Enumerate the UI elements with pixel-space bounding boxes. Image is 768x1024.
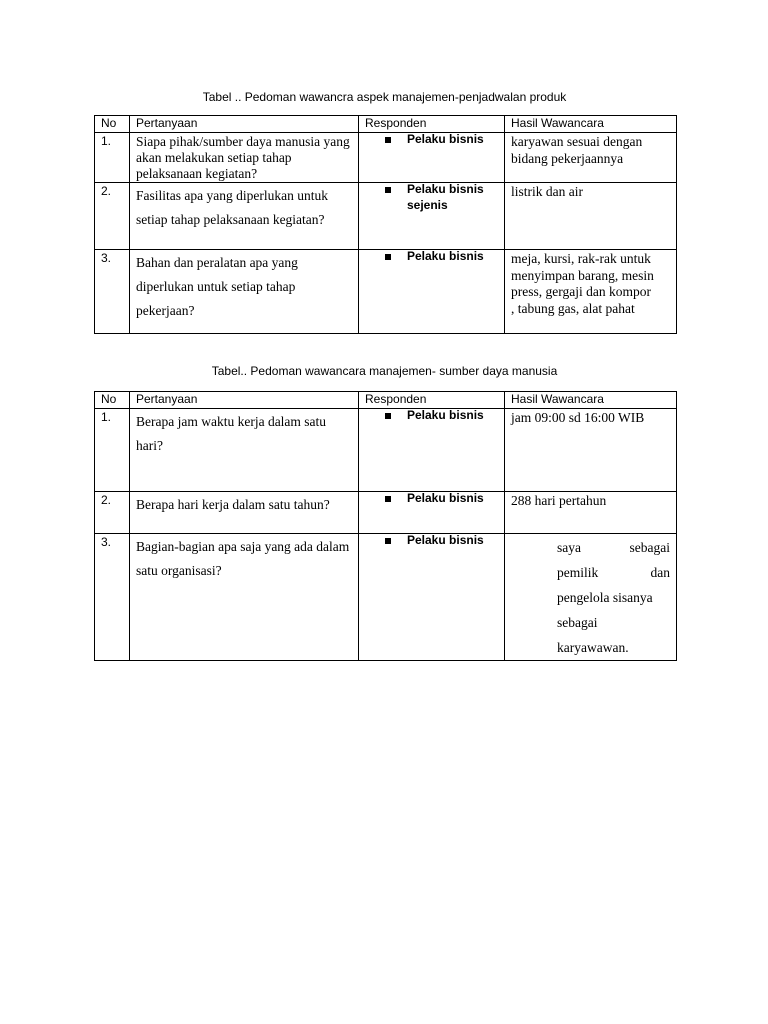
- header-responden: Responden: [359, 392, 505, 409]
- table-row: [95, 183, 677, 250]
- respondent-label: Pelaku bisnis: [407, 533, 484, 547]
- result-word: pengelola: [557, 590, 613, 605]
- header-hasil: Hasil Wawancara: [505, 392, 677, 409]
- respondent-label: Pelaku bisnis sejenis: [407, 182, 484, 212]
- bullet-icon: [385, 538, 391, 544]
- bullet-icon: [385, 187, 391, 193]
- table1-header-row: [95, 116, 677, 133]
- respondent-label: Pelaku bisnis: [407, 132, 484, 146]
- header-pertanyaan: Pertanyaan: [130, 392, 359, 409]
- header-no: No: [95, 116, 130, 133]
- result-cell: meja, kursi, rak-rak untuk menyimpan barang, mesin press, gergaji dan kompor , tabung gas, alat pahat: [505, 250, 677, 334]
- table1-caption: Tabel .. Pedoman wawancra aspek manajemen-penjadwalan produk: [202, 90, 567, 104]
- result-word: sebagai: [629, 540, 670, 555]
- header-hasil: Hasil Wawancara: [505, 116, 677, 133]
- table-row: [95, 250, 677, 334]
- result-line: [557, 610, 670, 635]
- respondent-cell: [359, 250, 505, 334]
- row-number: 3.: [95, 250, 130, 334]
- row-number: 2.: [95, 492, 130, 534]
- row-number: 1.: [95, 409, 130, 492]
- result-line: [557, 560, 670, 585]
- result-word: karyawawan.: [557, 640, 629, 655]
- table2-header-row: [95, 392, 677, 409]
- table1: [94, 115, 677, 334]
- bullet-icon: [385, 413, 391, 419]
- result-cell: [505, 534, 677, 661]
- respondent-cell: [359, 534, 505, 661]
- result-word: pemilik: [557, 565, 599, 580]
- result-word: saya: [557, 540, 581, 555]
- result-cell: listrik dan air: [505, 183, 677, 250]
- row-number: 2.: [95, 183, 130, 250]
- bullet-icon: [385, 137, 391, 143]
- result-cell: jam 09:00 sd 16:00 WIB: [505, 409, 677, 492]
- table-row: [95, 492, 677, 534]
- respondent-cell: [359, 183, 505, 250]
- table2-caption: Tabel.. Pedoman wawancara manajemen- sumber daya manusia: [211, 364, 558, 378]
- row-number: 1.: [95, 133, 130, 183]
- question-cell: Bagian-bagian apa saja yang ada dalam satu organisasi?: [130, 534, 359, 661]
- respondent-label: Pelaku bisnis: [407, 491, 484, 505]
- table-row: [95, 534, 677, 661]
- table-row: [95, 133, 677, 183]
- header-no: No: [95, 392, 130, 409]
- respondent-cell: [359, 409, 505, 492]
- result-cell: 288 hari pertahun: [505, 492, 677, 534]
- bullet-icon: [385, 254, 391, 260]
- bullet-icon: [385, 496, 391, 502]
- question-cell: Bahan dan peralatan apa yang diperlukan untuk setiap tahap pekerjaan?: [130, 250, 359, 334]
- header-pertanyaan: Pertanyaan: [130, 116, 359, 133]
- respondent-cell: [359, 133, 505, 183]
- header-responden: Responden: [359, 116, 505, 133]
- result-word: sebagai: [557, 615, 598, 630]
- respondent-cell: [359, 492, 505, 534]
- question-cell: Fasilitas apa yang diperlukan untuk setiap tahap pelaksanaan kegiatan?: [130, 183, 359, 250]
- result-line: [557, 635, 670, 660]
- table-row: [95, 409, 677, 492]
- question-cell: Berapa hari kerja dalam satu tahun?: [130, 492, 359, 534]
- result-line: [557, 535, 670, 560]
- result-word: sisanya: [612, 590, 653, 605]
- respondent-label: Pelaku bisnis: [407, 249, 484, 263]
- respondent-label: Pelaku bisnis: [407, 408, 484, 422]
- result-text: [557, 535, 670, 660]
- result-word: dan: [650, 565, 670, 580]
- result-cell: karyawan sesuai dengan bidang pekerjaannya: [505, 133, 677, 183]
- table2: [94, 391, 677, 661]
- result-line: [557, 585, 670, 610]
- question-cell: Berapa jam waktu kerja dalam satu hari?: [130, 409, 359, 492]
- row-number: 3.: [95, 534, 130, 661]
- question-cell: Siapa pihak/sumber daya manusia yang akan melakukan setiap tahap pelaksanaan kegiatan?: [130, 133, 359, 183]
